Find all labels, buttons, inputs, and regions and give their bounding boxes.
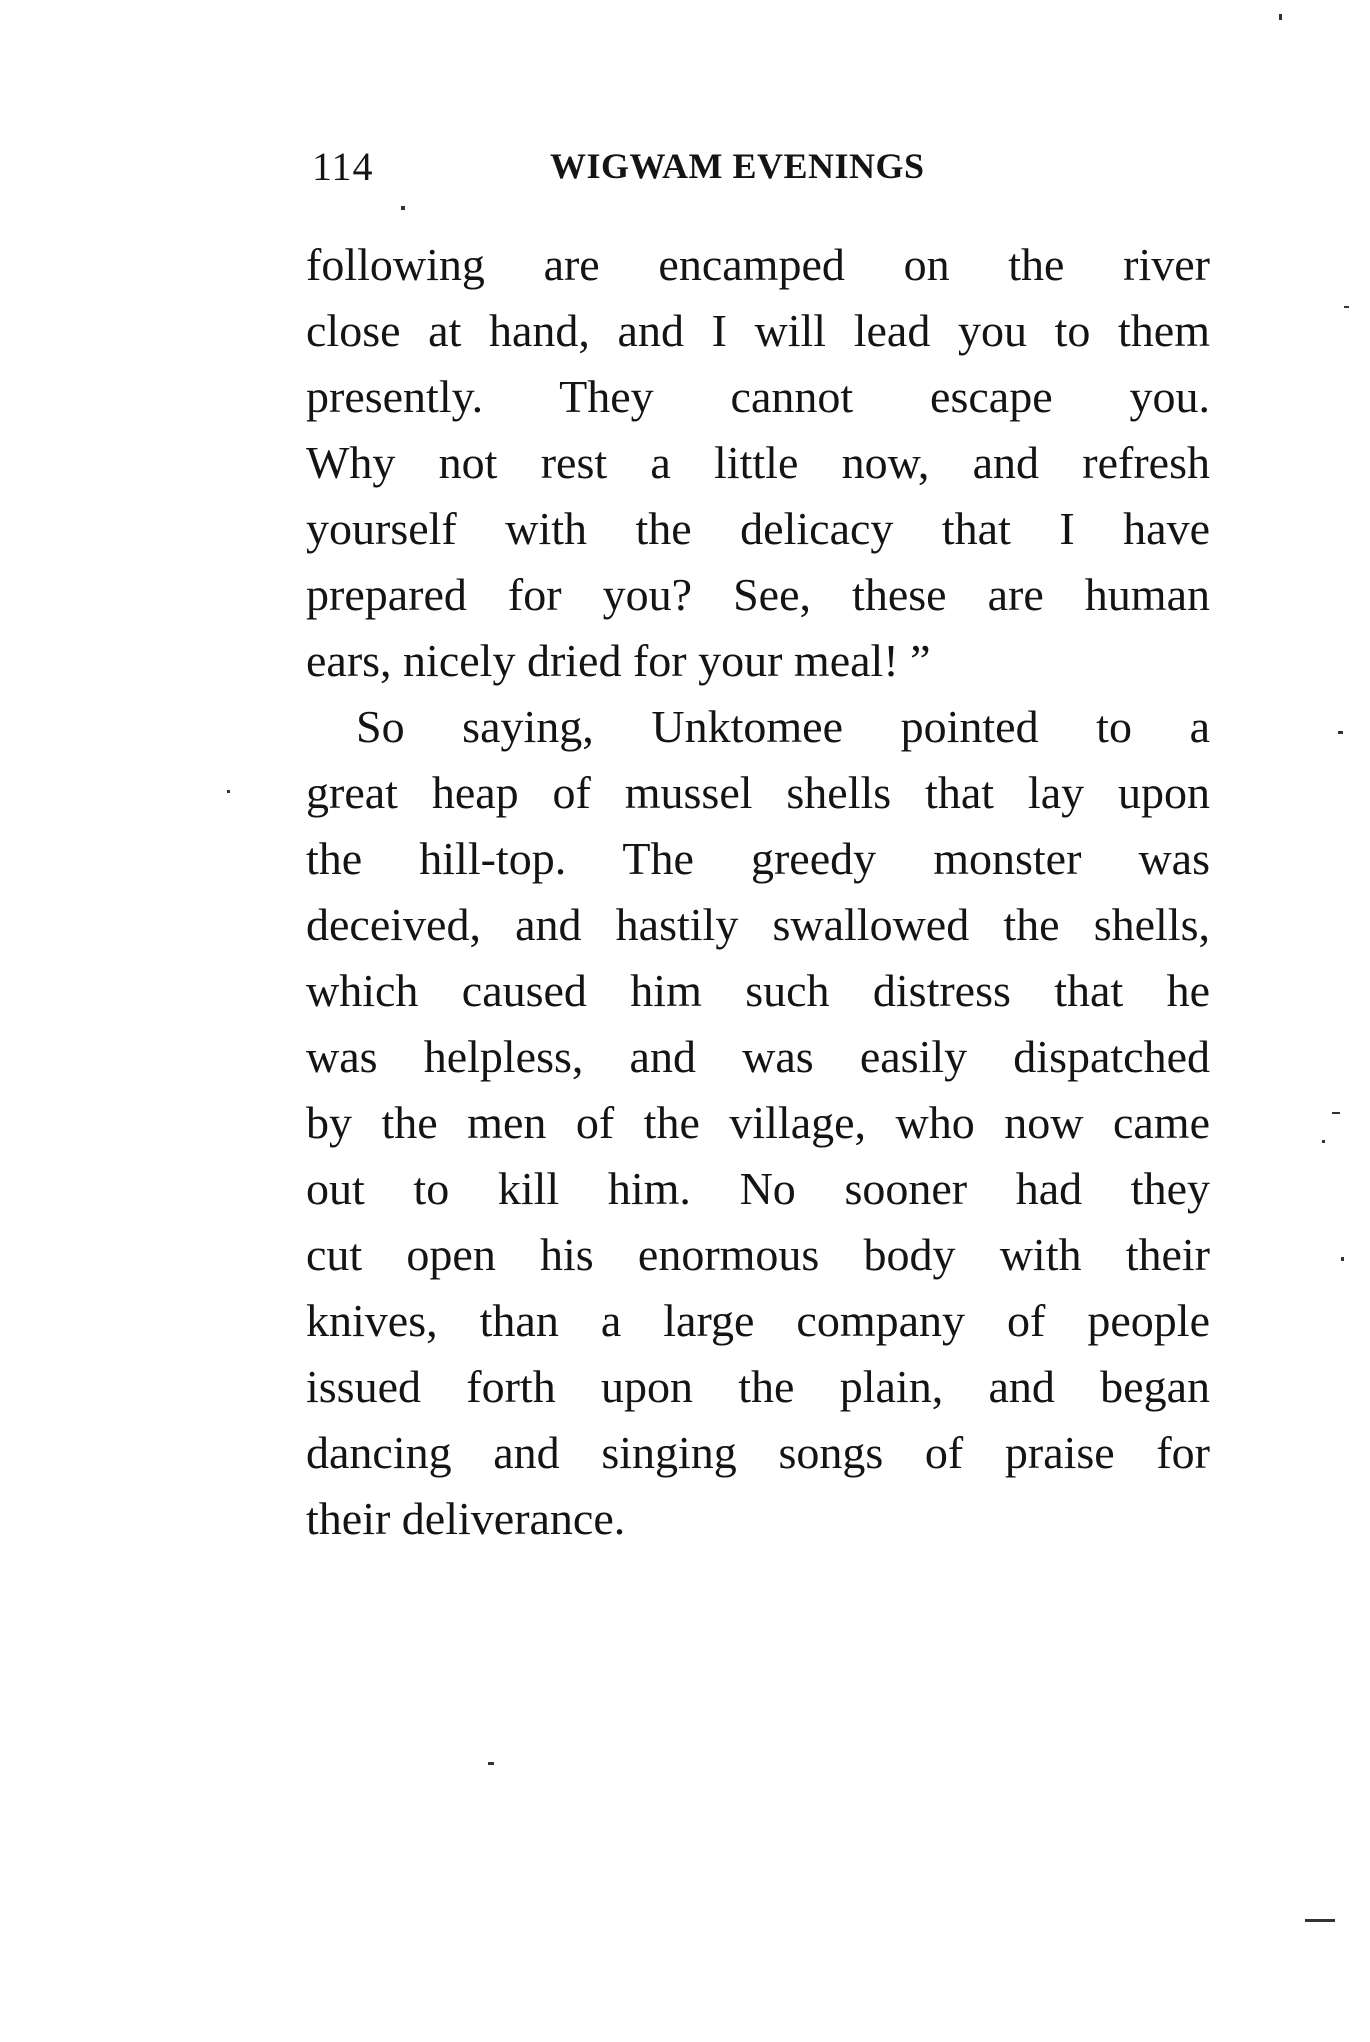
paragraph — [306, 694, 1210, 1552]
text-line: yourself with the delicacy that I have — [306, 503, 1210, 554]
scan-speck — [1279, 14, 1282, 20]
text-line: issued forth upon the plain, and began — [306, 1361, 1210, 1412]
scan-speck — [488, 1762, 494, 1765]
scan-speck — [1344, 306, 1349, 308]
text-line: cut open his enormous body with their — [306, 1229, 1210, 1280]
text-line: was helpless, and was easily dispatched — [306, 1031, 1210, 1082]
paragraph — [306, 232, 1210, 694]
text-line: by the men of the village, who now came — [306, 1097, 1210, 1148]
scan-speck — [1332, 1112, 1340, 1114]
text-line: prepared for you? See, these are human — [306, 569, 1210, 620]
scan-speck — [1341, 1257, 1344, 1261]
text-line: presently. They cannot escape you. — [306, 371, 1210, 422]
scan-speck — [1305, 1919, 1335, 1922]
text-line: knives, than a large company of people — [306, 1295, 1210, 1346]
text-line: So saying, Unktomee pointed to a — [356, 701, 1210, 752]
text-line: close at hand, and I will lead you to them — [306, 305, 1210, 356]
scan-speck — [1322, 1140, 1325, 1143]
text-line: out to kill him. No sooner had they — [306, 1163, 1210, 1214]
text-line: Why not rest a little now, and refresh — [306, 437, 1210, 488]
text-line: their deliverance. — [306, 1493, 626, 1544]
text-line: which caused him such distress that he — [306, 965, 1210, 1016]
page-number: 114 — [312, 144, 374, 189]
text-line: deceived, and hastily swallowed the shells, — [306, 899, 1210, 950]
running-head — [312, 143, 1217, 203]
running-title: WIGWAM EVENINGS — [550, 146, 925, 186]
text-line: following are encamped on the river — [306, 239, 1210, 290]
text-line: the hill-top. The greedy monster was — [306, 833, 1210, 884]
scan-speck — [401, 206, 405, 210]
text-line: dancing and singing songs of praise for — [306, 1427, 1210, 1478]
scan-speck — [227, 790, 230, 793]
body-text — [306, 232, 1210, 1552]
text-line: ears, nicely dried for your meal! ” — [306, 635, 931, 686]
scan-speck — [1338, 731, 1343, 734]
text-line: great heap of mussel shells that lay upon — [306, 767, 1210, 818]
